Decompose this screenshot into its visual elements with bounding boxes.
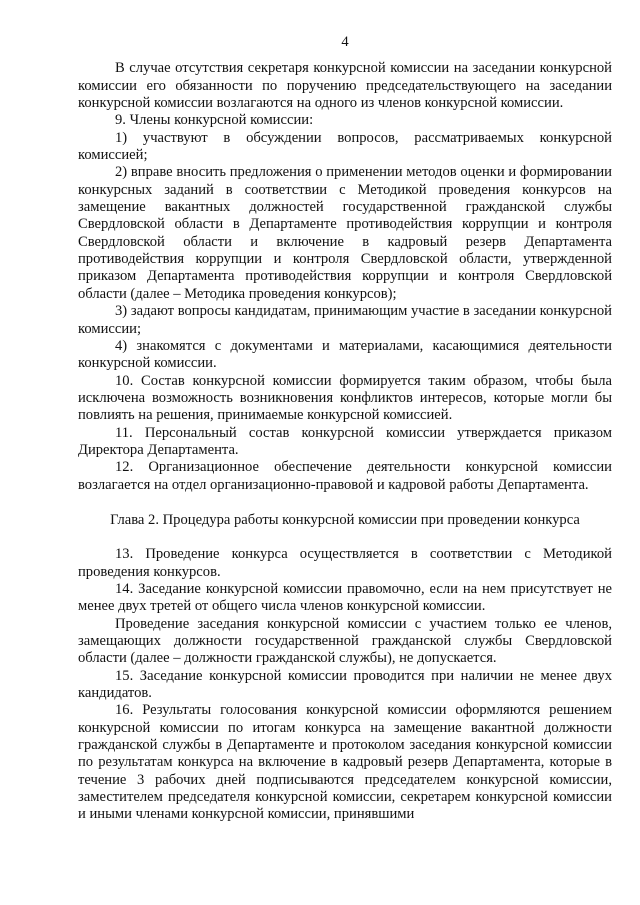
paragraph-14: 14. Заседание конкурсной комиссии правомочно, если на нем присутствует не менее двух третей от общего числа членов конкурсной комиссии. bbox=[78, 580, 612, 615]
list-item-9-2: 2) вправе вносить предложения о применении методов оценки и формировании конкурсных заданий в соответствии с Методикой проведения конкурсов на замещение вакантных должностей государственной гражданской службы Свердловской области в Департаменте противодействия коррупции и контроля Свердловской области и включение в кадровый резерв Департамента противодействия коррупции и контроля Свердловской области, утвержденной приказом Департамента противодействия коррупции и контроля Свердловской области (далее – Методика проведения конкурсов); bbox=[78, 164, 612, 302]
paragraph-9-members: 9. Члены конкурсной комиссии: bbox=[115, 112, 314, 129]
paragraph-12: 12. Организационное обеспечение деятельности конкурсной комиссии возлагается на отдел организационно-правовой и кадровой работы Департамента. bbox=[78, 459, 612, 493]
paragraph-secretary-absence: В случае отсутствия секретаря конкурсной комиссии на заседании конкурсной комиссии его обязанности по поручению председательствующего на заседании конкурсной комиссии возлагаются на одного из членов конкурсной комиссии. bbox=[78, 60, 612, 112]
paragraph-11: 11. Персональный состав конкурсной комиссии утверждается приказом Директора Департамента. bbox=[78, 424, 612, 458]
chapter-heading: Глава 2. Процедура работы конкурсной комиссии при проведении конкурса bbox=[110, 511, 580, 528]
document-page bbox=[78, 34, 612, 824]
list-item-9-3: 3) задают вопросы кандидатам, принимающим участие в заседании конкурсной комиссии; bbox=[78, 303, 612, 337]
paragraph-16: 16. Результаты голосования конкурсной комиссии оформляются решением конкурсной комиссии по итогам конкурса на замещение вакантной должности гражданской службы в Департаменте и протоколом заседания конкурсной комиссии по результатам конкурса на включение в кадровый резерв Департамента, которые в течение 3 рабочих дней подписываются председателем конкурсной комиссии, заместителем председателя конкурсной комиссии, секретарем конкурсной комиссии и иными членами конкурсной комиссии, принявшими bbox=[78, 702, 612, 823]
page-number: 4 bbox=[341, 34, 349, 50]
paragraph-13: 13. Проведение конкурса осуществляется в соответствии с Методикой проведения конкурсов. bbox=[78, 546, 612, 580]
paragraph-15: 15. Заседание конкурсной комиссии проводится при наличии не менее двух кандидатов. bbox=[78, 667, 612, 702]
list-item-9-4: 4) знакомятся с документами и материалами, касающимися деятельности конкурсной комиссии. bbox=[78, 337, 612, 372]
paragraph-14-continued: Проведение заседания конкурсной комиссии с участием только ее членов, замещающих должности государственной гражданской службы Свердловской области (далее – должности гражданской службы), не допускается. bbox=[78, 615, 612, 667]
paragraph-10: 10. Состав конкурсной комиссии формируется таким образом, чтобы была исключена возможность возникновения конфликтов интересов, которые могли бы повлиять на решения, принимаемые конкурсной комиссией. bbox=[78, 372, 612, 424]
list-item-9-1: 1) участвуют в обсуждении вопросов, рассматриваемых конкурсной комиссией; bbox=[78, 129, 612, 164]
